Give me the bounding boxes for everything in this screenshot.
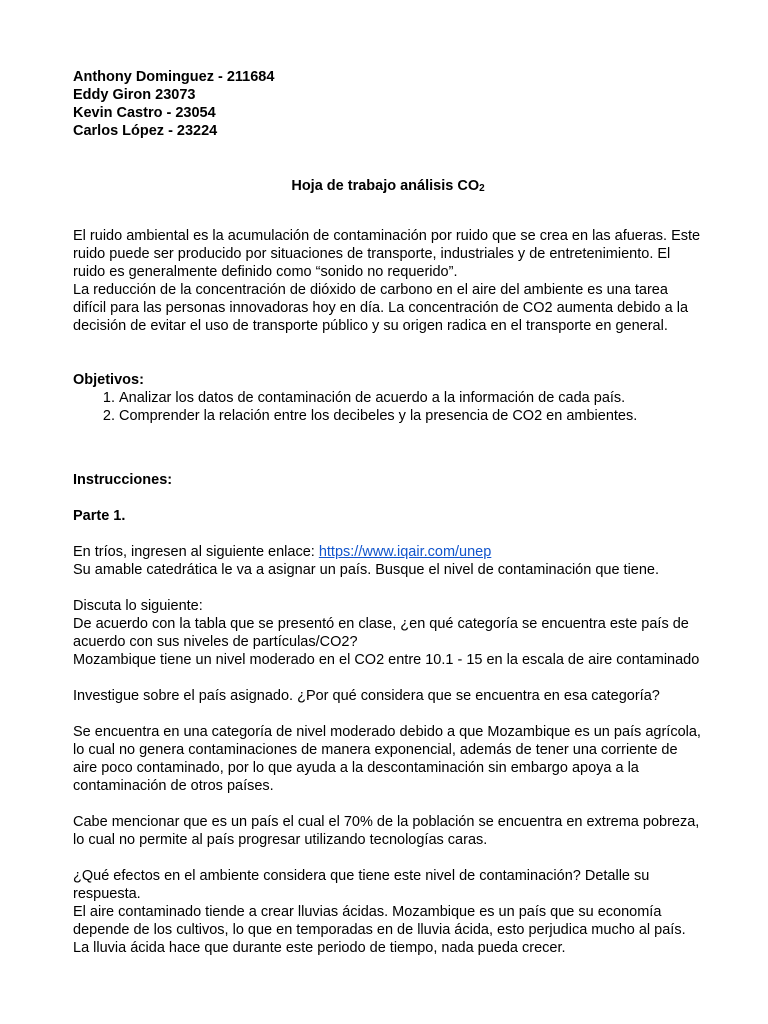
title-subscript: 2: [479, 183, 485, 194]
answer-why-agricultural: Se encuentra en una categoría de nivel moderado debido a que Mozambique es un país agrícola, lo cual no genera contaminaciones de manera exponencial, además de tener una corriente de aire poco contaminado, por lo que ayuda a la descontaminación sin embargo apoya a la contaminación de otros países.: [73, 724, 701, 794]
discuss-label: Discuta lo siguiente:: [73, 598, 203, 614]
objective-item: 2. Comprender la relación entre los decibeles y la presencia de CO2 en ambientes.: [119, 407, 703, 425]
question-category: De acuerdo con la tabla que se presentó en clase, ¿en qué categoría se encuentra este país de acuerdo con sus niveles de partículas/CO2?: [73, 616, 689, 650]
objectives-heading: Objetivos:: [73, 372, 144, 388]
assignment-text: Su amable catedrática le va a asignar un país. Busque el nivel de contaminación que tiene.: [73, 562, 660, 578]
author-line: Anthony Dominguez - 211684: [73, 69, 275, 85]
objectives-list: [73, 389, 703, 425]
question-why: Investigue sobre el país asignado. ¿Por qué considera que se encuentra en esa categoría?: [73, 688, 660, 704]
objective-item: 1. Analizar los datos de contaminación de acuerdo a la información de cada país.: [119, 389, 703, 407]
question-effects: ¿Qué efectos en el ambiente considera que tiene este nivel de contaminación? Detalle su respuesta.: [73, 868, 650, 902]
author-list: [73, 68, 703, 140]
link-prefix: En tríos, ingresen al siguiente enlace:: [73, 544, 319, 560]
author-line: Kevin Castro - 23054: [73, 105, 216, 121]
author-line: Eddy Giron 23073: [73, 87, 196, 103]
answer-effects: El aire contaminado tiende a crear lluvias ácidas. Mozambique es un país que su economía depende de los cultivos, lo que en temporadas en de lluvia ácida, esto perjudica mucho al país. La lluvia ácida hace que durante este periodo de tiempo, nada pueda crecer.: [73, 904, 686, 956]
instructions-heading: Instrucciones:: [73, 472, 173, 488]
document-title: [73, 177, 703, 197]
answer-why-poverty: Cabe mencionar que es un país el cual el 70% de la población se encuentra en extrema pobreza, lo cual no permite al país progresar utilizando tecnologías caras.: [73, 814, 700, 848]
author-line: Carlos López - 23224: [73, 123, 218, 139]
link-line: [73, 543, 703, 561]
title-text: Hoja de trabajo análisis CO: [291, 178, 480, 194]
intro-paragraph-co2: La reducción de la concentración de dióxido de carbono en el aire del ambiente es una tarea difícil para las personas innovadoras hoy en día. La concentración de CO2 aumenta debido a la decisión de evitar el uso de transporte público y su origen radica en el transporte en general.: [73, 282, 689, 334]
intro-paragraph-noise: El ruido ambiental es la acumulación de contaminación por ruido que se crea en las afueras. Este ruido puede ser producido por situaciones de transporte, industriales y de entretenimiento. El ruido es generalmente definido como “sonido no requerido”.: [73, 228, 701, 280]
document-page: [73, 68, 703, 957]
iqair-link[interactable]: https://www.iqair.com/unep: [318, 544, 492, 560]
part-1-heading: Parte 1.: [73, 508, 126, 524]
answer-category: Mozambique tiene un nivel moderado en el CO2 entre 10.1 - 15 en la escala de aire contaminado: [73, 652, 700, 668]
